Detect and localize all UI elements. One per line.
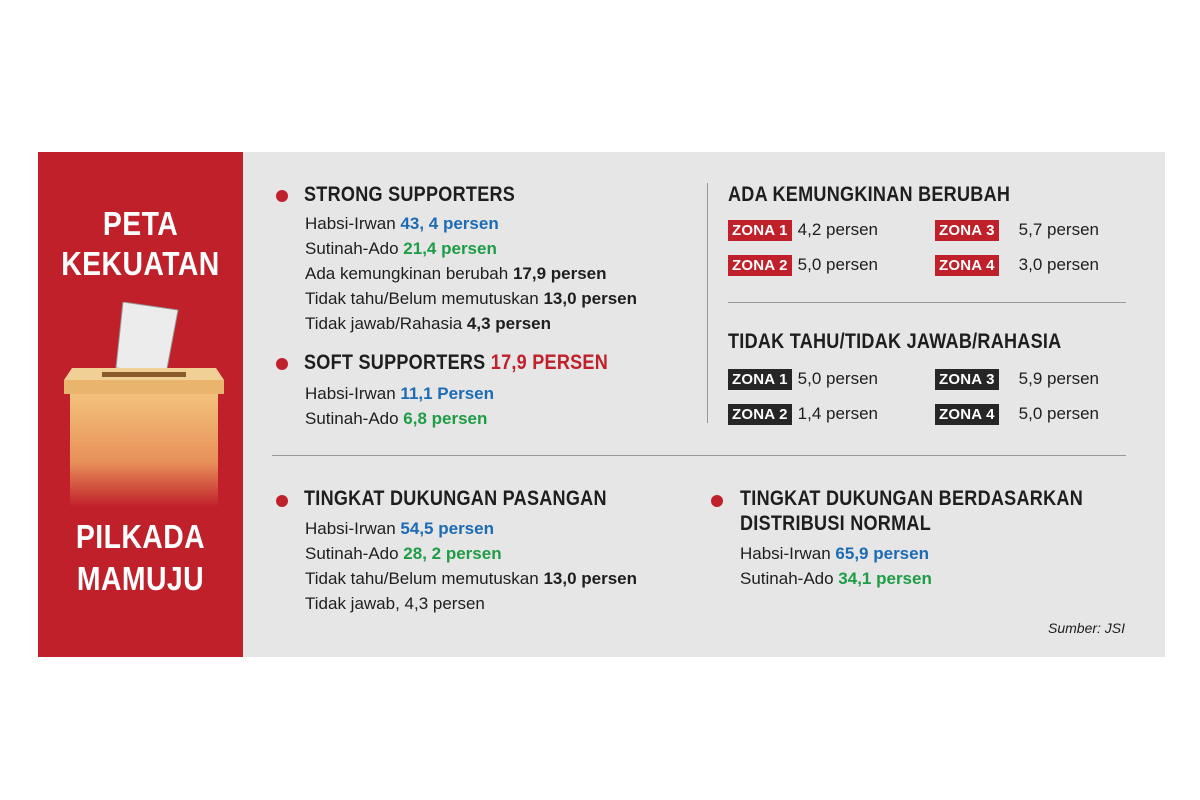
distribusi-list xyxy=(740,541,932,591)
zone-row xyxy=(935,255,1099,276)
list-item xyxy=(305,286,637,311)
horizontal-divider xyxy=(272,455,1126,456)
zone-tag: ZONA 2 xyxy=(728,255,792,276)
item-value: 4,3 persen xyxy=(404,594,485,613)
list-item xyxy=(305,211,637,236)
sidebar xyxy=(38,152,243,657)
zone-tag: ZONA 3 xyxy=(935,220,999,241)
bullet-dot xyxy=(711,495,723,507)
list-item xyxy=(305,591,637,616)
pasangan-heading: TINGKAT DUKUNGAN PASANGAN xyxy=(304,487,607,510)
item-value: 28, 2 persen xyxy=(403,544,502,563)
zone-value: 1,4 persen xyxy=(797,404,878,423)
item-value: 65,9 persen xyxy=(835,544,929,563)
soft-heading xyxy=(304,351,608,375)
list-item xyxy=(305,406,494,431)
soft-list xyxy=(305,381,494,431)
item-label: Tidak jawab, xyxy=(305,594,405,613)
rahasia-heading: TIDAK TAHU/TIDAK JAWAB/RAHASIA xyxy=(728,330,1062,353)
soft-heading-label: SOFT SUPPORTERS xyxy=(304,351,491,374)
item-value: 43, 4 persen xyxy=(400,214,499,233)
ballot-box-icon xyxy=(58,302,228,507)
zone-value: 5,9 persen xyxy=(1018,369,1099,388)
list-item xyxy=(305,381,494,406)
strong-heading: STRONG SUPPORTERS xyxy=(304,183,516,206)
list-item xyxy=(740,566,932,591)
zone-row xyxy=(728,404,878,425)
item-label: Habsi-Irwan xyxy=(305,384,401,403)
item-value: 17,9 persen xyxy=(512,264,607,283)
bullet-dot xyxy=(276,358,288,370)
distribusi-heading-line2: DISTRIBUSI NORMAL xyxy=(740,512,932,535)
item-label: Tidak jawab/Rahasia xyxy=(305,314,467,333)
sidebar-bottom-line1: PILKADA xyxy=(75,518,206,555)
zone-value: 5,0 persen xyxy=(797,369,878,388)
item-value: 34,1 persen xyxy=(838,569,932,588)
zone-tag: ZONA 4 xyxy=(935,404,999,425)
vertical-divider xyxy=(707,183,708,423)
item-label: Tidak tahu/Belum memutuskan xyxy=(305,569,544,588)
zone-row xyxy=(728,369,878,390)
zone-row xyxy=(935,220,1099,241)
list-item xyxy=(305,311,637,336)
zone-row xyxy=(935,369,1099,390)
sidebar-title-line1: PETA xyxy=(102,205,179,242)
zone-tag: ZONA 2 xyxy=(728,404,792,425)
list-item xyxy=(305,566,637,591)
list-item xyxy=(305,236,637,261)
sidebar-title-line2: KEKUATAN xyxy=(61,245,220,282)
sidebar-bottom-line2: MAMUJU xyxy=(76,560,205,597)
item-value: 11,1 Persen xyxy=(400,384,494,403)
item-value: 6,8 persen xyxy=(403,409,488,428)
zone-row xyxy=(728,220,878,241)
zone-tag: ZONA 1 xyxy=(728,369,792,390)
strong-list xyxy=(305,211,637,336)
bullet-dot xyxy=(276,495,288,507)
item-label: Habsi-Irwan xyxy=(740,544,836,563)
item-label: Sutinah-Ado xyxy=(305,409,404,428)
zone-value: 5,7 persen xyxy=(1018,220,1099,239)
zone-value: 5,0 persen xyxy=(1018,404,1099,423)
item-label: Ada kemungkinan berubah xyxy=(305,264,513,283)
item-value: 13,0 persen xyxy=(543,289,637,308)
list-item xyxy=(305,541,637,566)
zone-tag: ZONA 4 xyxy=(935,255,999,276)
item-label: Sutinah-Ado xyxy=(305,544,404,563)
soft-heading-value: 17,9 PERSEN xyxy=(490,351,609,374)
item-value: 21,4 persen xyxy=(403,239,497,258)
item-value: 54,5 persen xyxy=(400,519,494,538)
item-label: Sutinah-Ado xyxy=(305,239,404,258)
zone-tag: ZONA 1 xyxy=(728,220,792,241)
source-note: Sumber: JSI xyxy=(1048,620,1126,636)
zone-value: 3,0 persen xyxy=(1018,255,1099,274)
berubah-heading: ADA KEMUNGKINAN BERUBAH xyxy=(728,183,1011,206)
distribusi-heading-line1: TINGKAT DUKUNGAN BERDASARKAN xyxy=(740,487,1083,510)
item-value: 4,3 persen xyxy=(466,314,552,333)
zone-tag: ZONA 3 xyxy=(935,369,999,390)
item-label: Tidak tahu/Belum memutuskan xyxy=(305,289,544,308)
list-item xyxy=(305,261,637,286)
zone-row xyxy=(935,404,1099,425)
pasangan-list xyxy=(305,516,637,616)
item-label: Habsi-Irwan xyxy=(305,519,401,538)
zone-value: 4,2 persen xyxy=(797,220,878,239)
item-label: Sutinah-Ado xyxy=(740,569,839,588)
zone-row xyxy=(728,255,878,276)
bullet-dot xyxy=(276,190,288,202)
item-value: 13,0 persen xyxy=(543,569,637,588)
item-label: Habsi-Irwan xyxy=(305,214,401,233)
list-item xyxy=(740,541,932,566)
list-item xyxy=(305,516,637,541)
horizontal-divider xyxy=(728,302,1126,303)
zone-value: 5,0 persen xyxy=(797,255,878,274)
